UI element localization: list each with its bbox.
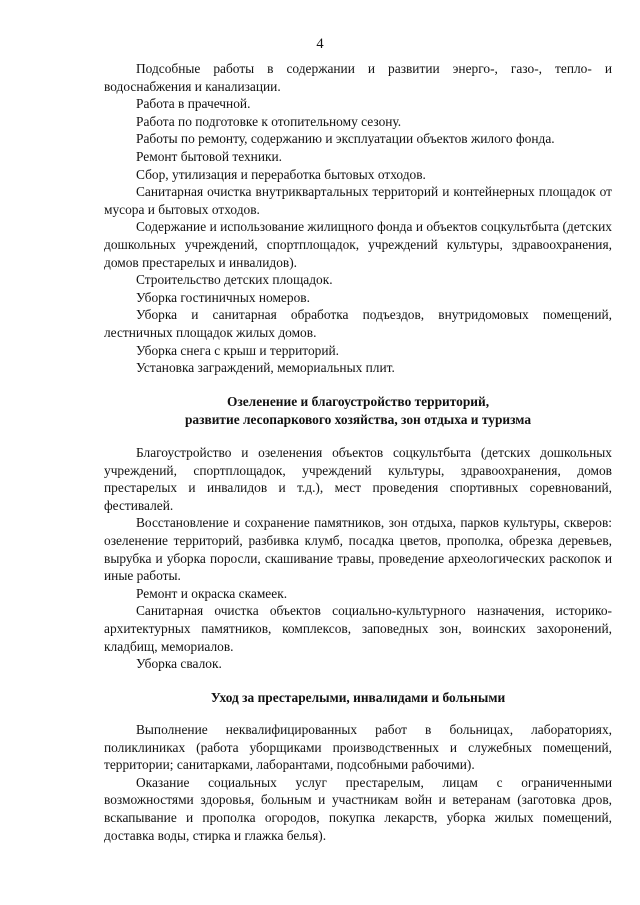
section-heading-care — [104, 689, 612, 707]
paragraph: Оказание социальных услуг престарелым, лицам с ограниченными возможностями здоровья, больным и участникам войн и ветеранам (заготовка дров, вскапывание и прополка огородов, покупка лекарств, уборка жилых помещений, доставка воды, стирка и глажка белья). — [104, 774, 612, 843]
paragraph: Ремонт и окраска скамеек. — [136, 585, 288, 601]
intro-item: Санитарная очистка внутриквартальных территорий и контейнерных площадок от мусора и бытовых отходов. — [104, 184, 612, 217]
paragraph: Благоустройство и озеленения объектов соцкультбыта (детских дошкольных учреждений, спортплощадок, учреждений культуры, здравоохранения, домов престарелых и инвалидов и т.д.), мест проведения спортивных соревнований, фестивалей. — [104, 445, 612, 513]
intro-item: Подсобные работы в содержании и развитии энерго-, газо-, тепло- и водоснабжения и канализации. — [104, 61, 612, 94]
intro-item: Установка заграждений, мемориальных плит. — [136, 360, 395, 376]
section-heading-line: Уход за престарелыми, инвалидами и больными — [210, 690, 506, 705]
intro-item: Сбор, утилизация и переработка бытовых отходов. — [136, 166, 426, 182]
intro-item: Строительство детских площадок. — [136, 272, 333, 288]
intro-item: Ремонт бытовой техники. — [136, 148, 283, 164]
paragraph: Выполнение неквалифицированных работ в больницах, лабораториях, поликлиниках (работа уборщиками производственных и служебных помещений, территории; санитарками, лаборантами, подсобными рабочими). — [104, 722, 612, 773]
intro-item: Содержание и использование жилищного фонда и объектов соцкультбыта (детских дошкольных учреждений, спортплощадок, учреждений культуры, здравоохранения, домов престарелых и инвалидов). — [104, 219, 612, 270]
page-number: 4 — [316, 36, 324, 52]
section-heading-line: Озеленение и благоустройство территорий, — [226, 394, 490, 409]
intro-list — [104, 60, 612, 377]
intro-item: Уборка снега с крыш и территорий. — [136, 342, 340, 358]
intro-item: Уборка гостиничных номеров. — [136, 289, 310, 305]
intro-item: Уборка и санитарная обработка подъездов, внутридомовых помещений, лестничных площадок жилых домов. — [104, 307, 612, 340]
paragraph: Уборка свалок. — [136, 656, 222, 672]
intro-item: Работа в прачечной. — [136, 96, 251, 112]
section-body-landscaping — [104, 444, 612, 673]
paragraph: Восстановление и сохранение памятников, зон отдыха, парков культуры, скверов: озеленение территорий, разбивка клумб, посадка цветов, прополка, обрезка деревьев, вырубка и уборка поросли, скашивание травы, проведение археологических раскопок и иные работы. — [104, 515, 612, 584]
section-heading-line: развитие лесопаркового хозяйства, зон отдыха и туризма — [184, 411, 532, 427]
section-body-care — [104, 721, 612, 844]
paragraph: Санитарная очистка объектов социально-культурного назначения, историко-архитектурных памятников, комплексов, заповедных зон, воинских захоронений, кладбищ, мемориалов. — [104, 603, 612, 654]
intro-item: Работа по подготовке к отопительному сезону. — [136, 113, 402, 129]
section-heading-landscaping — [104, 393, 612, 428]
intro-item: Работы по ремонту, содержанию и эксплуатации объектов жилого фонда. — [136, 131, 555, 147]
